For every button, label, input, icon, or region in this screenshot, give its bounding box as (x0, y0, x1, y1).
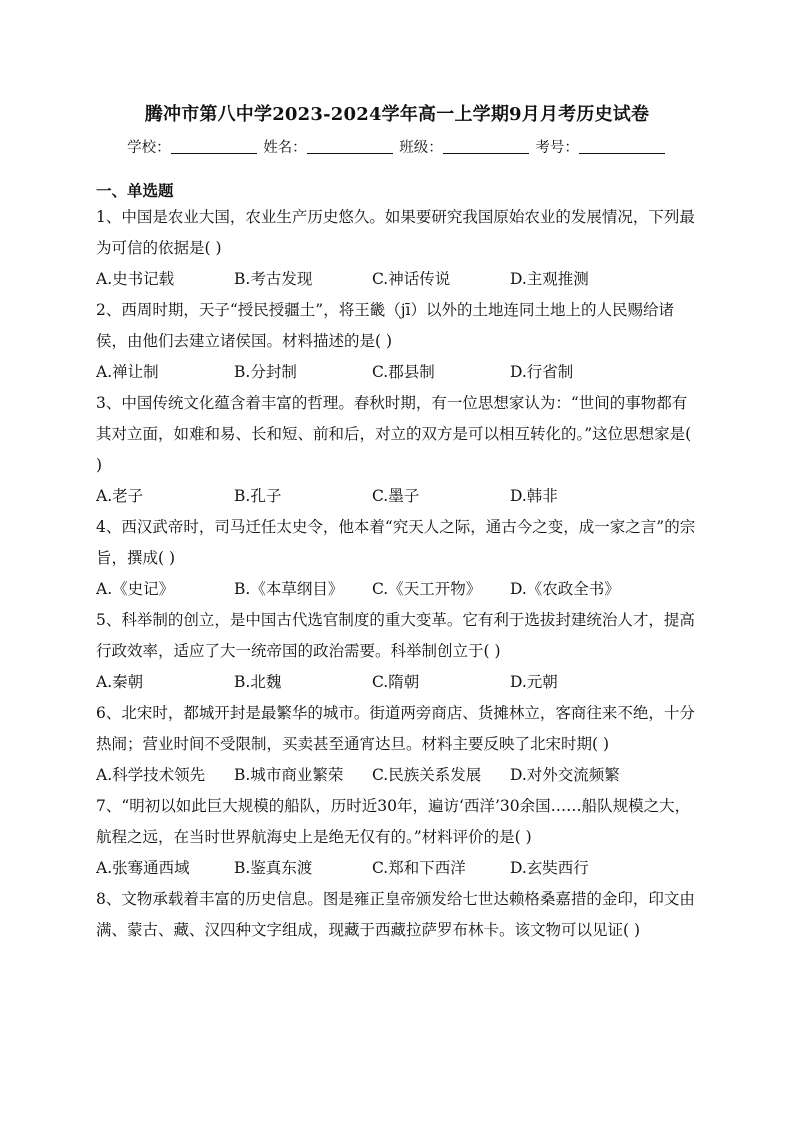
school-label: 学校： (127, 140, 171, 156)
option-d: D.主观推测 (510, 270, 589, 288)
question-stem: 1、中国是农业大国，农业生产历史悠久。如果要研究我国原始农业的发展情况，下列最为可信的依据是( ) (96, 208, 695, 257)
question-stem: 8、文物承载着丰富的历史信息。图是雍正皇帝颁发给七世达赖格桑嘉措的金印，印文由满、蒙古、藏、汉四种文字组成，现藏于西藏拉萨罗布林卡。该文物可以见证( ) (96, 890, 695, 939)
option-d: D.《农政全书》 (510, 580, 620, 598)
option-a: A.秦朝 (96, 673, 144, 691)
school-blank[interactable] (171, 139, 257, 154)
option-row (96, 760, 702, 791)
exam-number-label: 考号： (535, 140, 579, 156)
option-d: D.元朝 (510, 673, 558, 691)
option-c: C.郡县制 (372, 363, 435, 381)
name-blank[interactable] (307, 139, 393, 154)
option-c: C.郑和下西洋 (372, 859, 466, 877)
section-title: 一、单选题 (96, 181, 174, 200)
option-c: C.《天工开物》 (372, 580, 482, 598)
option-row (96, 853, 702, 884)
option-a: A.老子 (96, 487, 144, 505)
question-stem: 7、“明初以如此巨大规模的船队，历时近30年，遍访‘西洋’30余国……船队规模之大，航程之远，在当时世界航海史上是绝无仅有的。”材料评价的是( ) (96, 797, 691, 846)
option-b: B.北魏 (234, 673, 282, 691)
option-d: D.玄奘西行 (510, 859, 589, 877)
option-d: D.行省制 (510, 363, 574, 381)
option-b: B.分封制 (234, 363, 297, 381)
option-b: B.《本草纲目》 (234, 580, 344, 598)
question-stem: 3、中国传统文化蕴含着丰富的哲理。春秋时期，有一位思想家认为：“世间的事物都有其对立面，如难和易、长和短、前和后，对立的双方是可以相互转化的。”这位思想家是( ) (96, 394, 692, 474)
option-a: A.史书记载 (96, 270, 175, 288)
question-stem: 5、科举制的创立，是中国古代选官制度的重大变革。它有利于选拔封建统治人才，提高行政效率，适应了大一统帝国的政治需要。科举制创立于( ) (96, 611, 695, 660)
option-a: A.《史记》 (96, 580, 175, 598)
option-d: D.韩非 (510, 487, 558, 505)
option-c: C.隋朝 (372, 673, 420, 691)
option-c: C.墨子 (372, 487, 420, 505)
option-c: C.民族关系发展 (372, 766, 482, 784)
option-b: B.孔子 (234, 487, 282, 505)
question-stem: 6、北宋时，都城开封是最繁华的城市。街道两旁商店、货摊林立，客商往来不绝，十分热闹；营业时间不受限制，买卖甚至通宵达旦。材料主要反映了北宋时期( ) (96, 704, 695, 753)
option-row (96, 574, 702, 605)
option-a: A.科学技术领先 (96, 766, 206, 784)
option-a: A.张骞通西域 (96, 859, 190, 877)
question-stem: 4、西汉武帝时，司马迁任太史令，他本着“究天人之际，通古今之变，成一家之言”的宗旨，撰成( ) (96, 518, 696, 567)
option-b: B.考古发现 (234, 270, 313, 288)
page-title: 腾冲市第八中学2023-2024学年高一上学期9月月考历史试卷 (144, 104, 650, 125)
option-row (96, 357, 702, 388)
student-info-line (0, 136, 794, 157)
question-list (96, 180, 702, 946)
class-blank[interactable] (443, 139, 529, 154)
option-row (96, 481, 702, 512)
option-b: B.鉴真东渡 (234, 859, 313, 877)
option-row (96, 667, 702, 698)
option-d: D.对外交流频繁 (510, 766, 620, 784)
option-row (96, 264, 702, 295)
option-c: C.神话传说 (372, 270, 451, 288)
option-a: A.禅让制 (96, 363, 159, 381)
question-stem: 2、西周时期，天子“授民授疆土”，将王畿（jī）以外的土地连同土地上的人民赐给诸侯，由他们去建立诸侯国。材料描述的是( ) (96, 301, 674, 350)
name-label: 姓名： (263, 140, 307, 156)
option-b: B.城市商业繁荣 (234, 766, 344, 784)
class-label: 班级： (399, 140, 443, 156)
exam-number-blank[interactable] (579, 139, 665, 154)
